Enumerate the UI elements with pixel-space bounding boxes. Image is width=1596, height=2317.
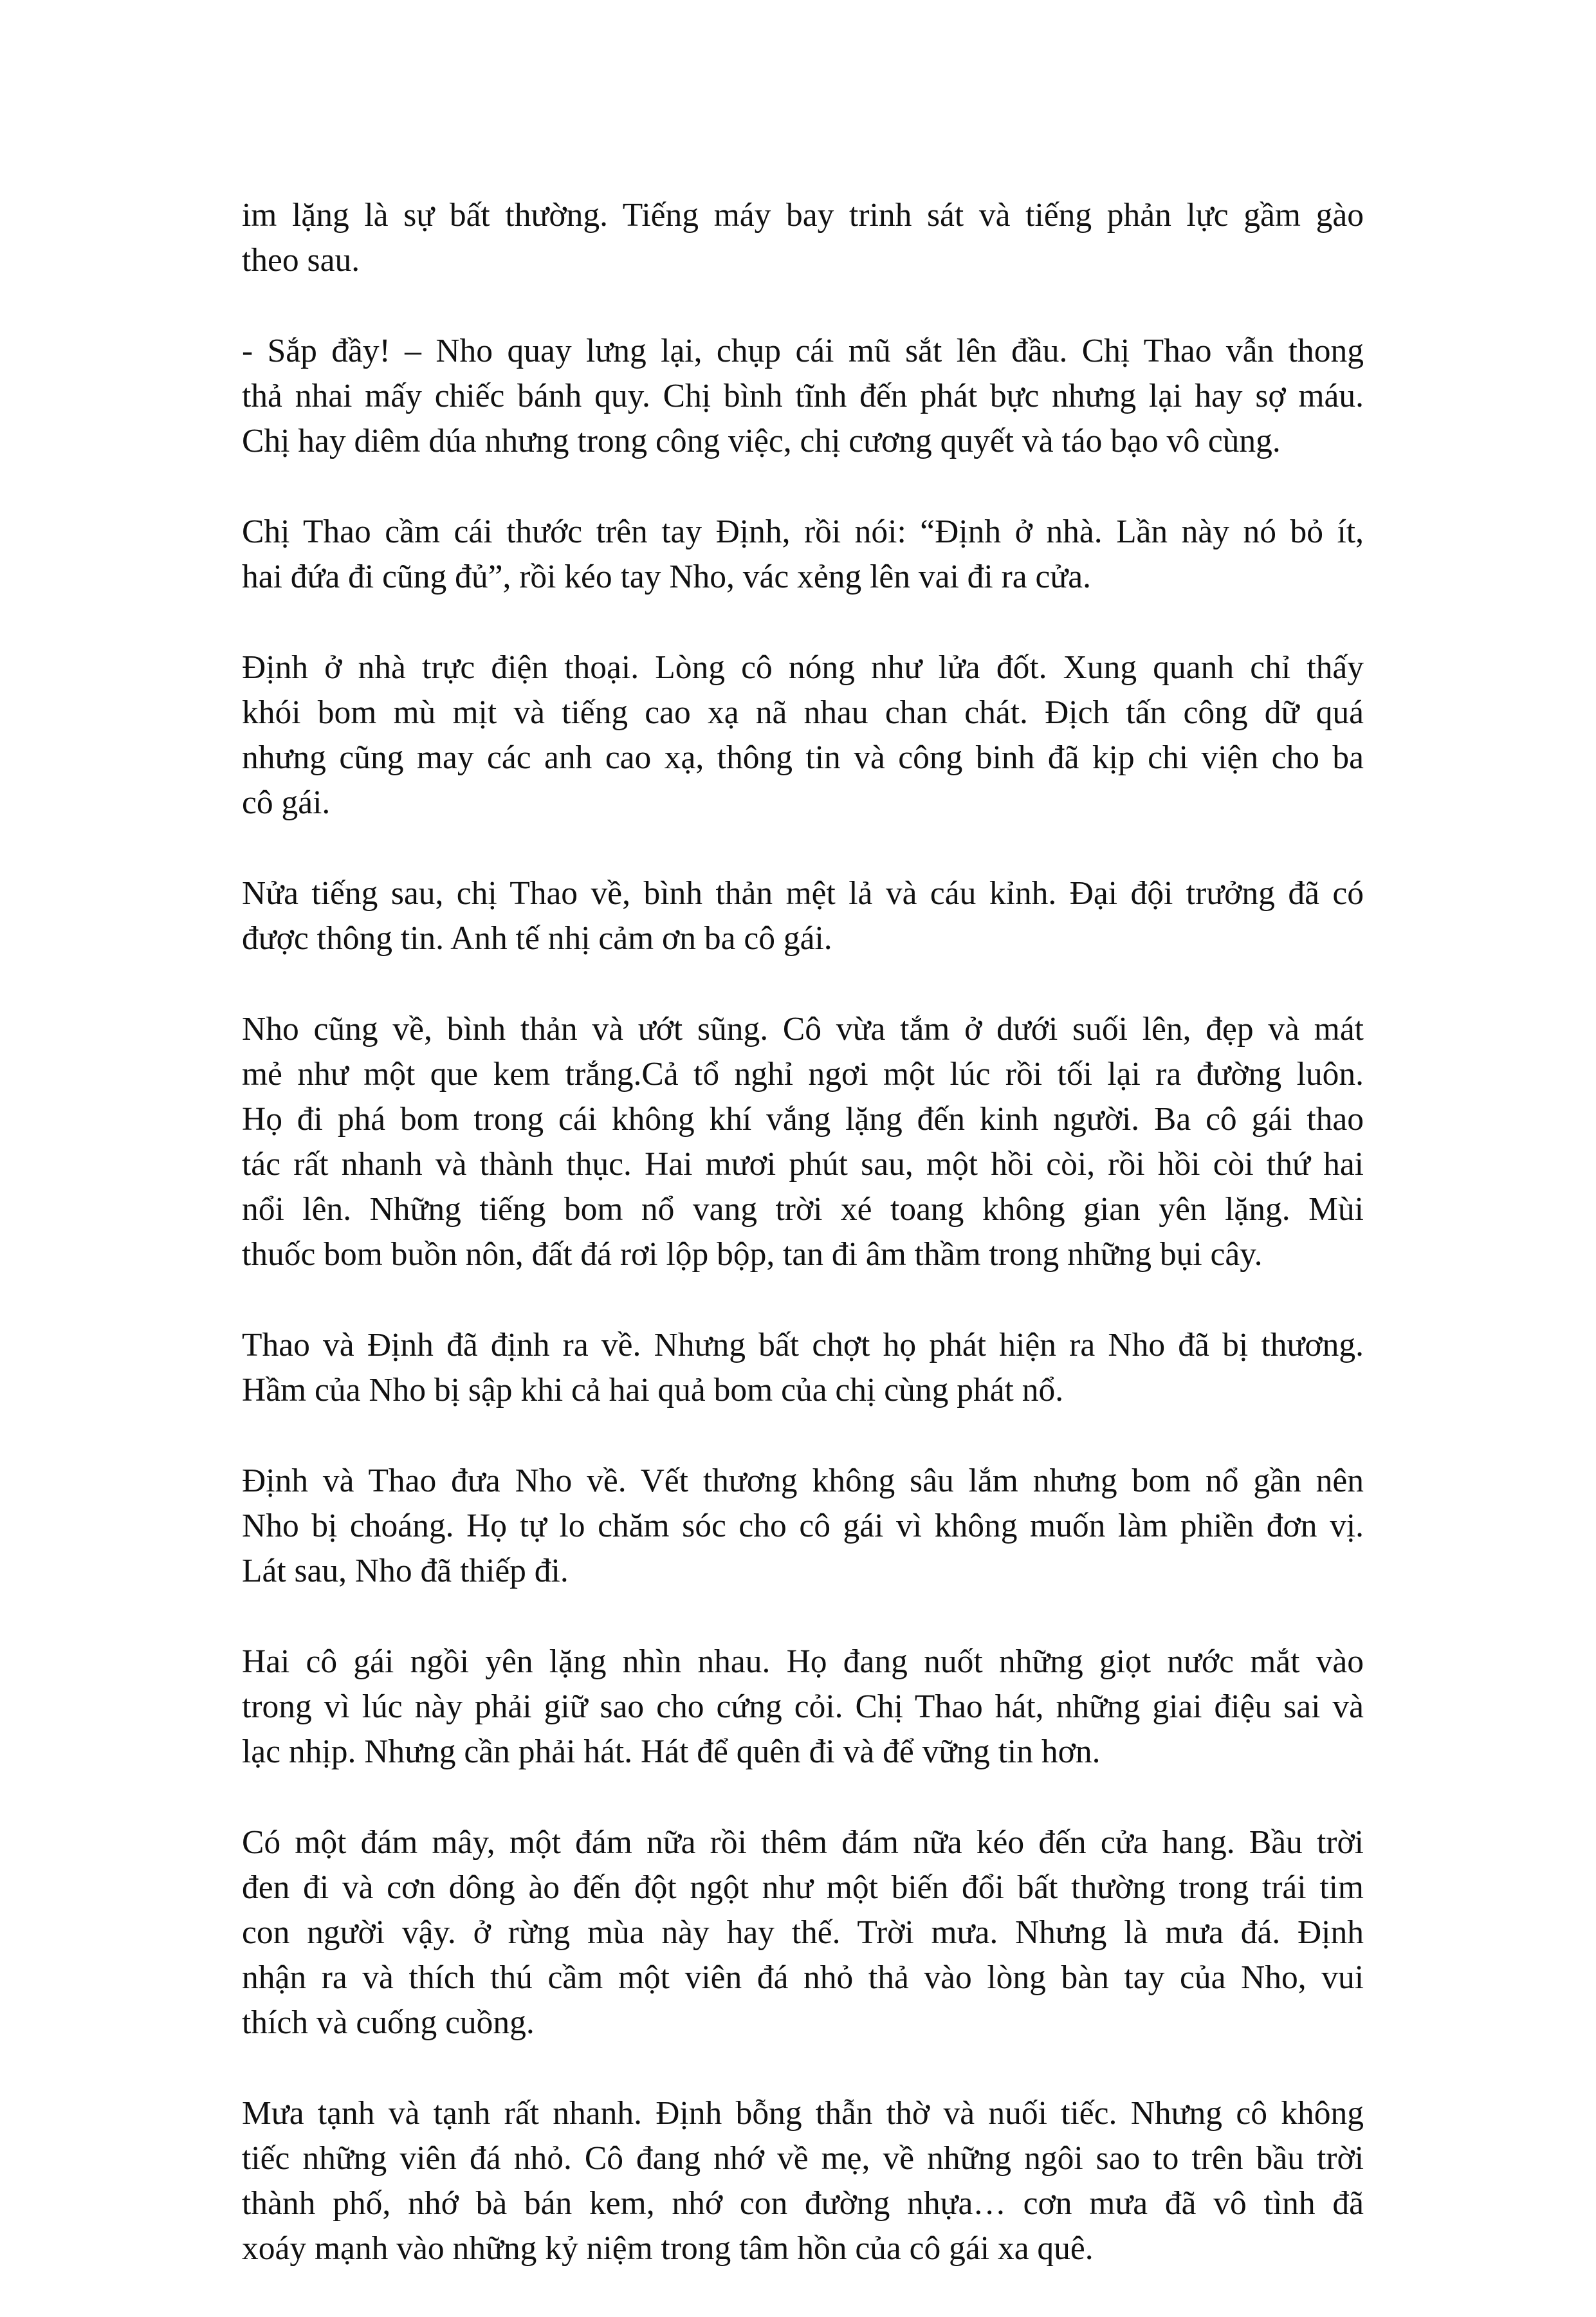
text-line: tác rất nhanh và thành thục. Hai mươi phút sau, một hồi còi, rồi hồi còi thứ hai — [242, 1146, 1364, 1183]
paragraph — [242, 1007, 1364, 1277]
paragraph — [242, 645, 1364, 826]
text-line: trong vì lúc này phải giữ sao cho cứng cỏi. Chị Thao hát, những giai điệu sai và — [242, 1688, 1364, 1725]
text-line: Hai cô gái ngồi yên lặng nhìn nhau. Họ đang nuốt những giọt nước mắt vào — [242, 1643, 1364, 1680]
paragraph — [242, 2091, 1364, 2271]
text-line: nổi lên. Những tiếng bom nổ vang trời xé toang không gian yên lặng. Mùi — [242, 1191, 1364, 1228]
text-line: Chị Thao cầm cái thước trên tay Định, rồi nói: “Định ở nhà. Lần này nó bỏ ít, — [242, 513, 1364, 550]
text-line: con người vậy. ở rừng mùa này hay thế. Trời mưa. Nhưng là mưa đá. Định — [242, 1914, 1364, 1951]
text-line: xoáy mạnh vào những kỷ niệm trong tâm hồn của cô gái xa quê. — [242, 2230, 1094, 2267]
paragraph — [242, 1323, 1364, 1413]
text-line: mẻ như một que kem trắng.Cả tổ nghỉ ngơi một lúc rồi tối lại ra đường luôn. — [242, 1056, 1364, 1093]
paragraph — [242, 329, 1364, 464]
text-line: Định và Thao đưa Nho về. Vết thương không sâu lắm nhưng bom nổ gần nên — [242, 1463, 1364, 1499]
text-line: im lặng là sự bất thường. Tiếng máy bay trinh sát và tiếng phản lực gầm gào — [242, 197, 1364, 234]
text-line: thích và cuống cuồng. — [242, 2004, 535, 2041]
body-text — [242, 193, 1364, 2317]
text-line: thuốc bom buồn nôn, đất đá rơi lộp bộp, tan đi âm thầm trong những bụi cây. — [242, 1236, 1263, 1273]
text-line: khói bom mù mịt và tiếng cao xạ nã nhau chan chát. Địch tấn công dữ quá — [242, 694, 1364, 731]
paragraph — [242, 1639, 1364, 1775]
text-line: được thông tin. Anh tế nhị cảm ơn ba cô gái. — [242, 920, 832, 957]
text-line: Họ đi phá bom trong cái không khí vắng lặng đến kinh người. Ba cô gái thao — [242, 1101, 1364, 1138]
text-line: Nho cũng về, bình thản và ướt sũng. Cô vừa tắm ở dưới suối lên, đẹp và mát — [242, 1011, 1364, 1048]
text-line: theo sau. — [242, 242, 360, 279]
text-line: Hầm của Nho bị sập khi cả hai quả bom của chị cùng phát nổ. — [242, 1372, 1064, 1408]
paragraph — [242, 510, 1364, 600]
paragraph — [242, 193, 1364, 283]
paragraph — [242, 871, 1364, 961]
text-line: cô gái. — [242, 784, 331, 821]
text-line: tiếc những viên đá nhỏ. Cô đang nhớ về mẹ, về những ngôi sao to trên bầu trời — [242, 2140, 1364, 2177]
paragraph — [242, 1820, 1364, 2045]
text-line: Mưa tạnh và tạnh rất nhanh. Định bỗng thẫn thờ và nuối tiếc. Nhưng cô không — [242, 2095, 1364, 2132]
text-line: đen đi và cơn dông ào đến đột ngột như một biến đổi bất thường trong trái tim — [242, 1869, 1364, 1906]
text-line: nhận ra và thích thú cầm một viên đá nhỏ thả vào lòng bàn tay của Nho, vui — [242, 1959, 1364, 1996]
text-line: Nửa tiếng sau, chị Thao về, bình thản mệt lả và cáu kỉnh. Đại đội trưởng đã có — [242, 875, 1364, 912]
text-line: Có một đám mây, một đám nữa rồi thêm đám nữa kéo đến cửa hang. Bầu trời — [242, 1824, 1364, 1861]
text-line: Nho bị choáng. Họ tự lo chăm sóc cho cô gái vì không muốn làm phiền đơn vị. — [242, 1508, 1364, 1544]
text-line: nhưng cũng may các anh cao xạ, thông tin và công binh đã kịp chi viện cho ba — [242, 739, 1364, 776]
text-line: thả nhai mấy chiếc bánh quy. Chị bình tĩnh đến phát bực nhưng lại hay sợ máu. — [242, 378, 1364, 414]
text-line: Lát sau, Nho đã thiếp đi. — [242, 1553, 569, 1589]
text-line: thành phố, nhớ bà bán kem, nhớ con đường nhựa… cơn mưa đã vô tình đã — [242, 2185, 1364, 2222]
text-line: - Sắp đầy! – Nho quay lưng lại, chụp cái mũ sắt lên đầu. Chị Thao vẫn thong — [242, 333, 1364, 369]
text-line: Định ở nhà trực điện thoại. Lòng cô nóng như lửa đốt. Xung quanh chỉ thấy — [242, 649, 1364, 686]
text-line: Chị hay diêm dúa nhưng trong công việc, chị cương quyết và táo bạo vô cùng. — [242, 423, 1281, 459]
paragraph — [242, 1459, 1364, 1594]
text-line: hai đứa đi cũng đủ”, rồi kéo tay Nho, vác xẻng lên vai đi ra cửa. — [242, 558, 1091, 595]
text-line: Thao và Định đã định ra về. Nhưng bất chợt họ phát hiện ra Nho đã bị thương. — [242, 1327, 1364, 1363]
text-line: lạc nhịp. Nhưng cần phải hát. Hát để quên đi và để vững tin hơn. — [242, 1733, 1101, 1770]
